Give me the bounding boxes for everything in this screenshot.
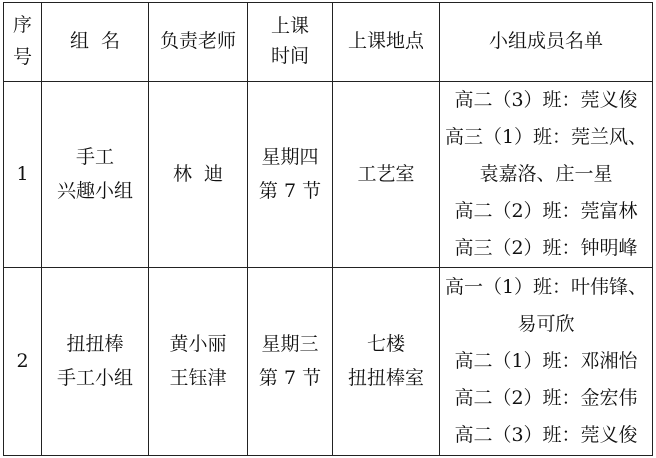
header-members: 小组成员名单 xyxy=(440,3,653,82)
member-line: 高二（2）班：莞富林 xyxy=(454,200,638,222)
member-line: 高三（2）班：钟明峰 xyxy=(454,237,638,259)
teacher-cell: 林 迪 xyxy=(149,82,248,268)
members-cell xyxy=(440,82,653,268)
member-line: 袁嘉洛、庄一星 xyxy=(479,163,613,185)
member-line: 高二（2）班：金宏伟 xyxy=(454,387,638,409)
members-cell xyxy=(440,268,653,456)
header-location: 上课地点 xyxy=(333,3,440,82)
header-group-name: 组 名 xyxy=(42,3,149,82)
member-line: 高二（3）班：莞义俊 xyxy=(454,89,638,111)
table-row xyxy=(4,82,653,268)
teacher-cell: 黄小丽 王钰津 xyxy=(149,268,248,456)
member-line: 高二（1）班：邓湘怡 xyxy=(454,350,638,372)
member-line: 高二（3）班：莞义俊 xyxy=(454,424,638,446)
header-class-time: 上课 时间 xyxy=(248,3,333,82)
header-serial-number: 序 号 xyxy=(4,3,42,82)
row-number: 2 xyxy=(4,268,42,456)
header-teacher: 负责老师 xyxy=(149,3,248,82)
table-row xyxy=(4,268,653,456)
group-roster-table xyxy=(3,2,653,456)
member-line: 高三（1）班：莞兰风、 xyxy=(444,126,648,148)
group-name-cell: 手工 兴趣小组 xyxy=(42,82,149,268)
class-time-cell: 星期三 第 7 节 xyxy=(248,268,333,456)
member-line: 易可欣 xyxy=(517,313,575,335)
member-line: 高一（1）班：叶伟锋、 xyxy=(444,276,648,298)
location-cell: 七楼 扭扭棒室 xyxy=(333,268,440,456)
class-time-cell: 星期四 第 7 节 xyxy=(248,82,333,268)
group-name-cell: 扭扭棒 手工小组 xyxy=(42,268,149,456)
table-header-row xyxy=(4,3,653,82)
location-cell: 工艺室 xyxy=(333,82,440,268)
row-number: 1 xyxy=(4,82,42,268)
